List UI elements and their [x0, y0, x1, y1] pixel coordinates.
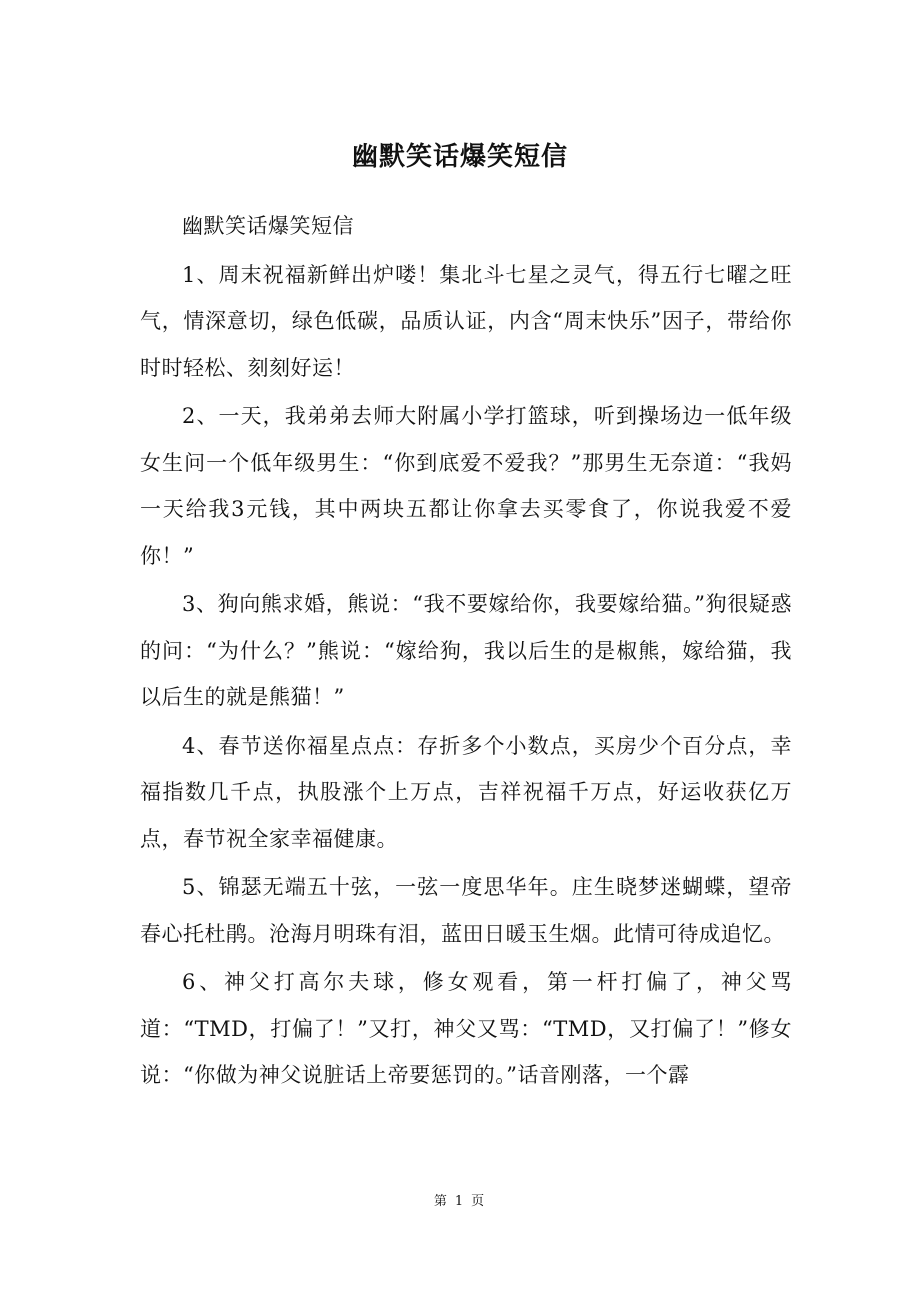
paragraph-joke-6: 6、神父打高尔夫球，修女观看，第一杆打偏了，神父骂道：“TMD，打偏了！”又打，神父又骂：“TMD，又打偏了！”修女说：“你做为神父说脏话上帝要惩罚的。”话音刚落，一个霹 — [140, 970, 792, 1087]
paragraph-joke-4: 4、春节送你福星点点：存折多个小数点，买房少个百分点，幸福指数几千点，执股涨个上万点，吉祥祝福千万点，好运收获亿万点，春节祝全家幸福健康。 — [140, 733, 792, 851]
paragraph-joke-3: 3、狗向熊求婚，熊说：“我不要嫁给你，我要嫁给猫。”狗很疑惑的问：“为什么？”熊说：“嫁给狗，我以后生的是椒熊，嫁给猫，我以后生的就是熊猫！” — [140, 592, 792, 709]
document-body — [140, 203, 792, 1101]
paragraph-joke-1: 1、周末祝福新鲜出炉喽！集北斗七星之灵气，得五行七曜之旺气，情深意切，绿色低碳，品质认证，内含“周末快乐”因子，带给你时时轻松、刻刻好运！ — [140, 262, 792, 380]
page-footer — [0, 1190, 920, 1209]
footer-prefix: 第 — [433, 1194, 449, 1209]
paragraph-joke-5: 5、锦瑟无端五十弦，一弦一度思华年。庄生晓梦迷蝴蝶，望帝春心托杜鹃。沧海月明珠有泪，蓝田日暖玉生烟。此情可待成追忆。 — [140, 875, 792, 946]
footer-suffix: 页 — [471, 1194, 487, 1209]
page-number: 1 — [454, 1194, 466, 1209]
paragraph-subtitle: 幽默笑话爆笑短信 — [182, 214, 354, 238]
document-title: 幽默笑话爆笑短信 — [351, 142, 568, 172]
paragraph-joke-2: 2、一天，我弟弟去师大附属小学打篮球，听到操场边一低年级女生问一个低年级男生：“你到底爱不爱我？”那男生无奈道：“我妈一天给我3元钱，其中两块五都让你拿去买零食了，你说我爱不爱你！” — [140, 404, 792, 568]
